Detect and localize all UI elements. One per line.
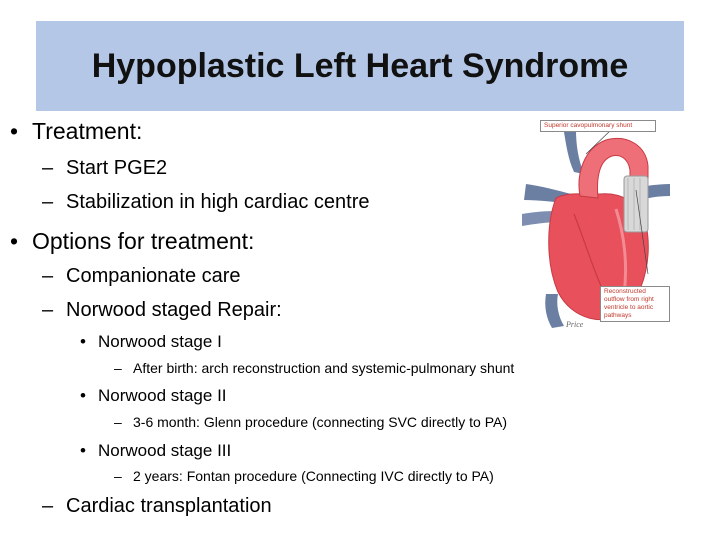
bullet-dot-icon: • [10, 228, 19, 254]
ivc-vessel [545, 294, 564, 328]
sub-bullet-companionate [42, 265, 241, 288]
bullet-text: Companionate care [66, 265, 241, 287]
bullet-text: Cardiac transplantation [66, 495, 272, 517]
bullet-stage-2 [80, 386, 227, 406]
bullet-dot-icon: • [80, 332, 86, 351]
bullet-text: 3-6 month: Glenn procedure (connecting SVC directly to PA) [133, 414, 508, 430]
sub-bullet-transplant [42, 495, 272, 518]
stage-2-detail [114, 414, 507, 430]
dash-icon: – [114, 360, 122, 376]
bullet-text: Norwood stage III [98, 441, 232, 460]
bullet-text: Treatment: [32, 118, 143, 144]
bullet-stage-1 [80, 332, 222, 352]
sub-bullet-norwood [42, 299, 282, 322]
dash-icon: – [42, 299, 54, 321]
dash-icon: – [42, 157, 54, 179]
bullet-stage-3 [80, 441, 231, 461]
dash-icon: – [42, 191, 54, 213]
title-banner [36, 21, 684, 111]
bullet-text: Start PGE2 [66, 157, 168, 179]
dash-icon: – [42, 495, 54, 517]
dash-icon: – [42, 265, 54, 287]
bullet-dot-icon: • [80, 386, 86, 405]
bullet-dot-icon: • [80, 441, 86, 460]
bullet-text: Norwood stage II [98, 386, 227, 405]
stage-3-detail [114, 468, 494, 484]
bullet-treatment [10, 118, 142, 145]
heart-illustration [516, 114, 670, 336]
dash-icon: – [114, 468, 122, 484]
slide-title: Hypoplastic Left Heart Syndrome [91, 46, 629, 85]
bullet-text: Stabilization in high cardiac centre [66, 191, 370, 213]
bullet-text: Options for treatment: [32, 228, 255, 254]
sub-bullet-pge2 [42, 157, 167, 180]
bullet-text: Norwood stage I [98, 332, 222, 351]
dash-icon: – [114, 414, 122, 430]
bullet-text: 2 years: Fontan procedure (Connecting IVC directly to PA) [133, 468, 494, 484]
shunt-label: Superior cavopulmonary shunt [540, 120, 656, 132]
bullet-dot-icon: • [10, 118, 19, 144]
svc-vessel [564, 130, 584, 174]
illustrator-signature: Price [566, 320, 584, 329]
bullet-text: After birth: arch reconstruction and systemic-pulmonary shunt [133, 360, 515, 376]
bullet-text: Norwood staged Repair: [66, 299, 282, 321]
outflow-label: Reconstructed outflow from right ventricle to aortic pathways [600, 286, 670, 322]
sub-bullet-stabilization [42, 191, 370, 214]
bullet-options [10, 228, 254, 255]
stage-1-detail [114, 360, 514, 376]
